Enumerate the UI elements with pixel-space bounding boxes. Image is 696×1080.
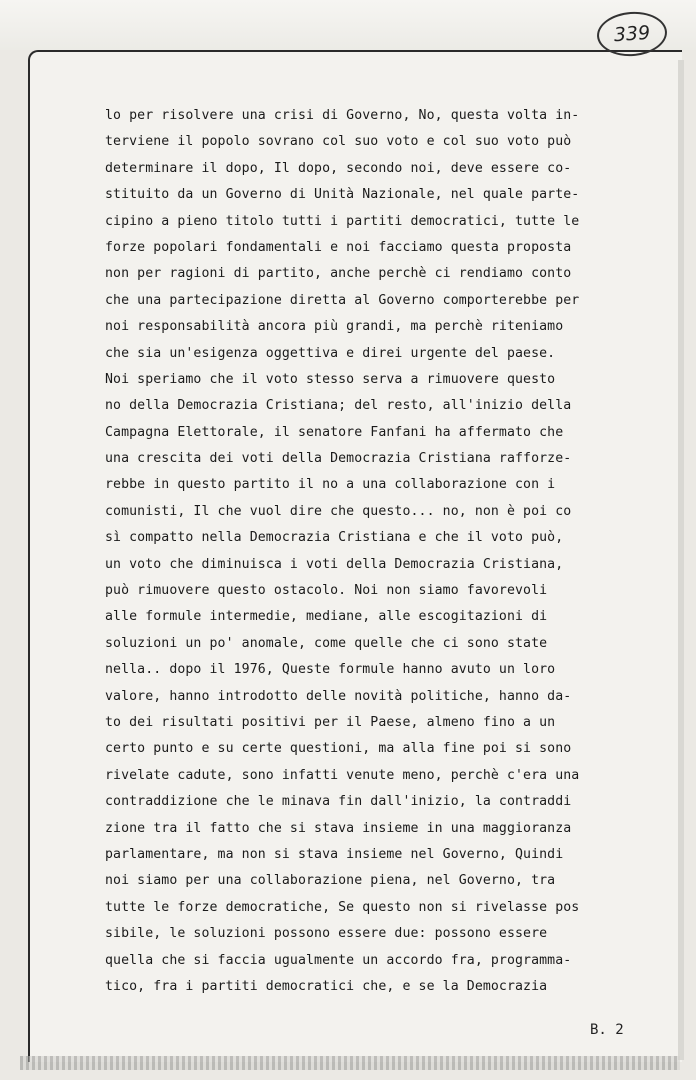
text-line: Campagna Elettorale, il senatore Fanfani ha affermato che bbox=[105, 424, 564, 440]
text-line: quella che si faccia ugualmente un accordo fra, programma- bbox=[105, 952, 572, 968]
text-line: sibile, le soluzioni possono essere due: possono essere bbox=[105, 926, 548, 942]
text-line: zione tra il fatto che si stava insieme in una maggioranza bbox=[105, 820, 572, 836]
text-line: noi siamo per una collaborazione piena, nel Governo, tra bbox=[105, 873, 556, 889]
text-line: un voto che diminuisca i voti della Democrazia Cristiana, bbox=[105, 556, 564, 572]
text-line: alle formule intermedie, mediane, alle escogitazioni di bbox=[105, 609, 548, 625]
text-line: parlamentare, ma non si stava insieme nel Governo, Quindi bbox=[105, 846, 564, 862]
text-line: può rimuovere questo ostacolo. Noi non siamo favorevoli bbox=[105, 583, 548, 599]
text-line: stituito da un Governo di Unità Nazionale, nel quale parte- bbox=[105, 187, 580, 203]
text-line: rivelate cadute, sono infatti venute meno, perchè c'era una bbox=[105, 767, 580, 783]
text-line: tutte le forze democratiche, Se questo non si rivelasse pos bbox=[105, 899, 580, 915]
text-line: rebbe in questo partito il no a una collaborazione con i bbox=[105, 477, 556, 493]
text-line: forze popolari fondamentali e noi facciamo questa proposta bbox=[105, 239, 572, 255]
text-line: cipino a pieno titolo tutti i partiti democratici, tutte le bbox=[105, 213, 580, 229]
typewritten-text bbox=[105, 103, 625, 1000]
text-line: Noi speriamo che il voto stesso serva a rimuovere questo bbox=[105, 371, 556, 387]
scan-top-margin bbox=[0, 0, 696, 50]
page-number: 339 bbox=[613, 21, 651, 47]
text-line: noi responsabilità ancora più grandi, ma perchè riteniamo bbox=[105, 319, 564, 335]
text-line: soluzioni un po' anomale, come quelle che ci sono state bbox=[105, 635, 548, 651]
scan-right-edge bbox=[678, 60, 684, 1060]
text-line: che una partecipazione diretta al Governo comporterebbe per bbox=[105, 292, 580, 308]
text-line: no della Democrazia Cristiana; del resto, all'inizio della bbox=[105, 398, 572, 414]
text-line: non per ragioni di partito, anche perchè ci rendiamo conto bbox=[105, 266, 572, 282]
text-line: terviene il popolo sovrano col suo voto e col suo voto può bbox=[105, 134, 572, 150]
scan-bottom-edge bbox=[20, 1056, 680, 1070]
text-line: tico, fra i partiti democratici che, e se la Democrazia bbox=[105, 978, 548, 994]
text-line: certo punto e su certe questioni, ma alla fine poi si sono bbox=[105, 741, 572, 757]
text-line: una crescita dei voti della Democrazia Cristiana rafforze- bbox=[105, 451, 572, 467]
text-line: to dei risultati positivi per il Paese, almeno fino a un bbox=[105, 714, 556, 730]
text-line: determinare il dopo, Il dopo, secondo noi, deve essere co- bbox=[105, 160, 572, 176]
text-line: contraddizione che le minava fin dall'inizio, la contraddi bbox=[105, 794, 572, 810]
footer-code: B. 2 bbox=[590, 1022, 624, 1038]
text-line: lo per risolvere una crisi di Governo, No, questa volta in- bbox=[105, 108, 580, 123]
text-line: valore, hanno introdotto delle novità politiche, hanno da- bbox=[105, 688, 572, 704]
text-line: comunisti, Il che vuol dire che questo... no, non è poi co bbox=[105, 503, 572, 519]
text-line: nella.. dopo il 1976, Queste formule hanno avuto un loro bbox=[105, 662, 556, 678]
text-line: che sia un'esigenza oggettiva e direi urgente del paese. bbox=[105, 345, 556, 361]
text-line: sì compatto nella Democrazia Cristiana e che il voto può, bbox=[105, 530, 564, 546]
